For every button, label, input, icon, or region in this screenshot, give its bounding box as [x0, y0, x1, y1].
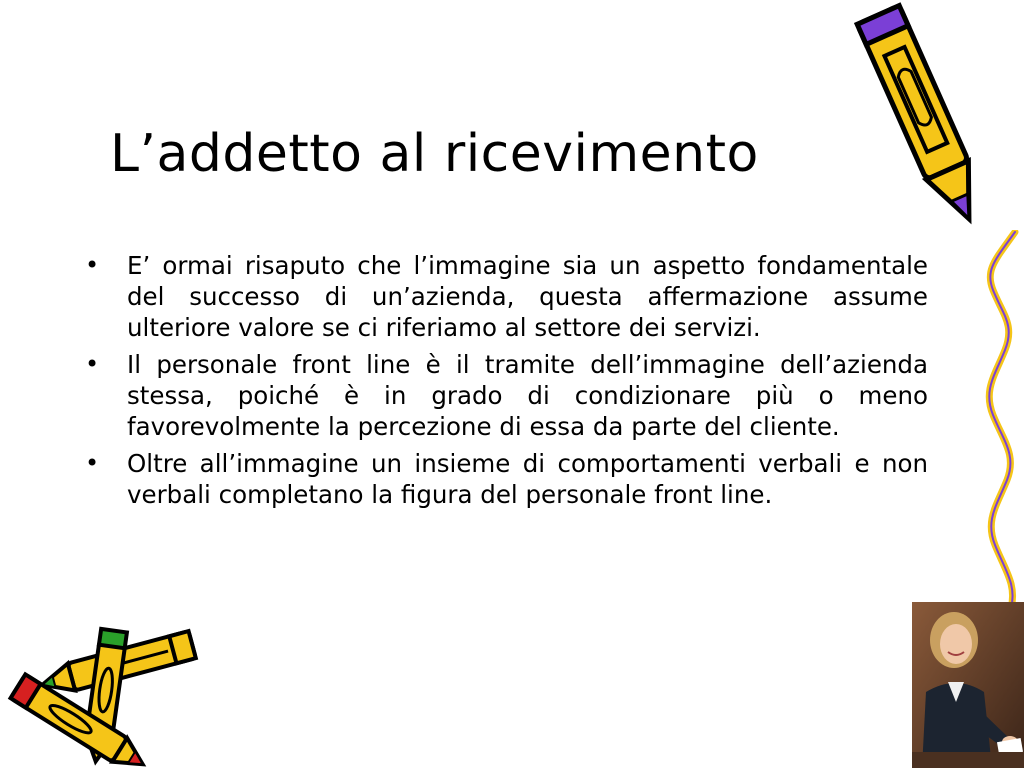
bullet-text: Il personale front line è il tramite dell’immagine dell’azienda stessa, poiché è in grado di condizionare più o meno favorevolmente la percezione di essa da parte del cliente.: [127, 350, 928, 441]
bullet-dot: •: [85, 449, 100, 477]
bullet-dot: •: [85, 350, 100, 378]
pencils-icon: [0, 620, 210, 768]
bullet-text: Oltre all’immagine un insieme di comportamenti verbali e non verbali completano la figura del personale front line.: [127, 449, 928, 509]
bullet-dot: •: [85, 251, 100, 279]
bullet-text: E’ ormai risaputo che l’immagine sia un aspetto fondamentale del successo di un’azienda, questa affermazione assume ulteriore valore se ci riferiamo al settore dei servizi.: [127, 251, 928, 342]
receptionist-photo: [912, 602, 1024, 768]
bullet-list: [84, 250, 928, 516]
bullet-item-1: [84, 250, 928, 343]
pencil-icon: [850, 0, 1000, 245]
squiggle-line: [975, 230, 1024, 610]
bullet-item-2: [84, 349, 928, 442]
bullet-item-3: [84, 448, 928, 510]
slide-title: L’addetto al ricevimento: [110, 124, 759, 184]
